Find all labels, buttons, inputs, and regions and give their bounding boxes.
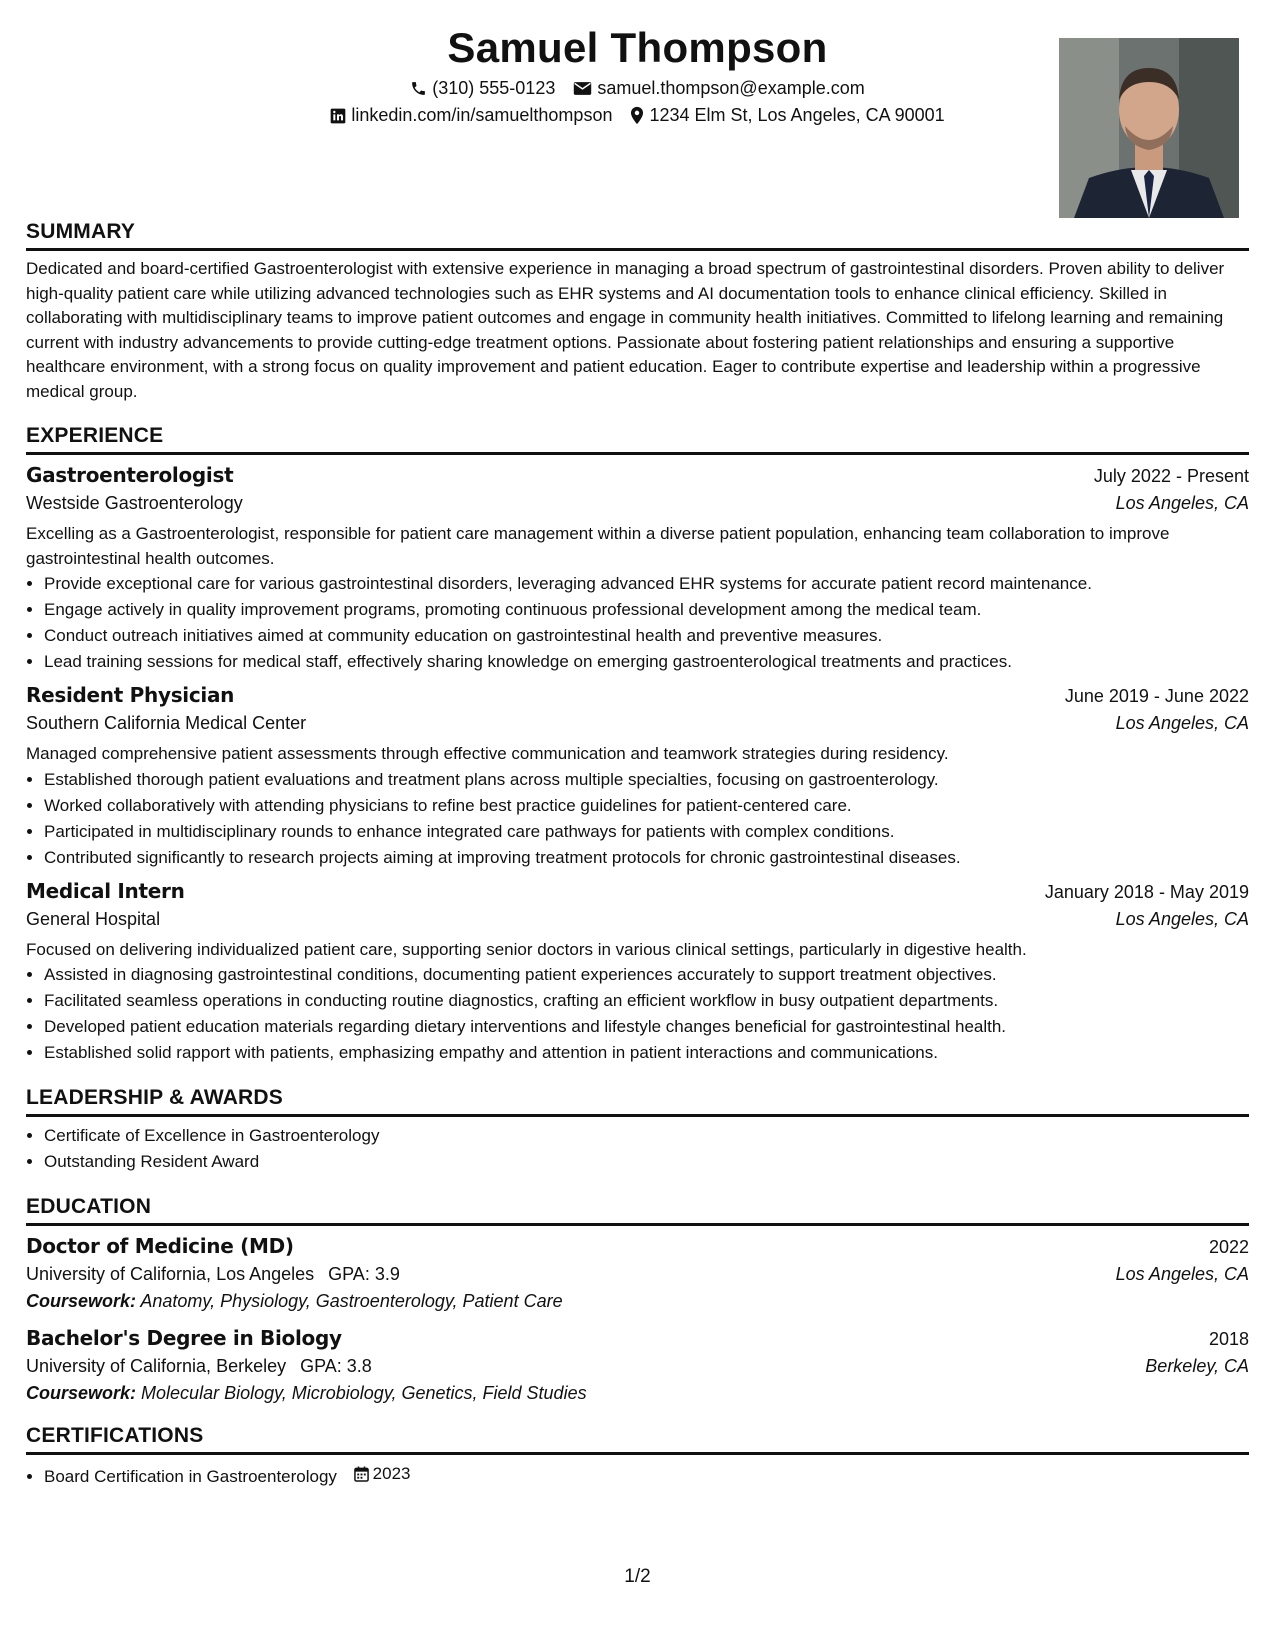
job-organization: General Hospital (26, 908, 161, 929)
job-location: Los Angeles, CA (1115, 493, 1249, 513)
map-pin-icon (630, 106, 644, 125)
envelope-icon (573, 81, 592, 96)
job-title: Resident Physician (26, 683, 235, 707)
summary-section (26, 220, 1249, 404)
degree-year: 2018 (1208, 1329, 1249, 1349)
school-name: University of California, Berkeley (26, 1356, 287, 1376)
awards-list (26, 1123, 1249, 1175)
list-item: • Engage actively in quality improvement programs, promoting continuous professional development among the medical team. (44, 597, 1249, 623)
candidate-name: Samuel Thompson (447, 24, 828, 71)
job-organization: Southern California Medical Center (26, 713, 307, 733)
contact-linkedin[interactable] (330, 105, 612, 126)
degree-title: Doctor of Medicine (MD) (26, 1234, 294, 1258)
contact-address (630, 105, 944, 126)
coursework (26, 1291, 1249, 1312)
list-item: • Provide exceptional care for various gastrointestinal disorders, leveraging advanced EHR systems for accurate patient record maintenance. (44, 571, 1249, 597)
coursework-label: Coursework: (26, 1291, 137, 1311)
coursework-label: Coursework: (26, 1383, 137, 1403)
job-location: Los Angeles, CA (1115, 908, 1249, 929)
job-location: Los Angeles, CA (1115, 713, 1249, 733)
gpa: GPA: 3.8 (300, 1356, 372, 1376)
coursework-list: Anatomy, Physiology, Gastroenterology, Patient Care (140, 1291, 563, 1311)
list-item: • Participated in multidisciplinary rounds to enhance integrated care pathways for patients with complex conditions. (44, 819, 1249, 845)
list-item: • Established solid rapport with patients, emphasizing empathy and attention in patient interactions and communications. (44, 1040, 1249, 1066)
coursework (26, 1383, 1249, 1404)
list-item: • Facilitated seamless operations in conducting routine diagnostics, crafting an efficient workflow in busy outpatient departments. (44, 988, 1249, 1014)
job-bullets (26, 571, 1249, 675)
list-item: • Established thorough patient evaluations and treatment plans across multiple specialties, focusing on gastroenterology. (44, 767, 1249, 793)
education-section (26, 1195, 1249, 1404)
summary-text: Dedicated and board-certified Gastroenterologist with extensive experience in managing a broad spectrum of gastrointestinal disorders. Proven ability to deliver high-quality patient care while utilizing advanced technologies such as EHR systems and AI documentation tools to enhance clinical efficiency. Skilled in collaborating with multidisciplinary teams to improve patient outcomes and engage in community health initiatives. Committed to lifelong learning and remaining current with industry advancements to provide cutting-edge treatment options. Passionate about fostering patient relationships and ensuring a supportive healthcare environment, with a strong focus on quality improvement and patient education. Eager to contribute expertise and leadership within a progressive medical group. (26, 259, 1225, 401)
list-item: • Developed patient education materials regarding dietary interventions and lifestyle changes beneficial for gastrointestinal health. (44, 1014, 1249, 1040)
summary-heading: SUMMARY (26, 220, 1249, 251)
email-link[interactable]: samuel.thompson@example.com (597, 78, 865, 98)
page-number: 1/2 (624, 1566, 651, 1587)
certification-date (354, 1461, 411, 1487)
degree-year: 2022 (1208, 1237, 1249, 1257)
job-bullets (26, 962, 1249, 1066)
job-description: Excelling as a Gastroenterologist, responsible for patient care management within a diverse patient population, enhancing team collaboration to improve gastrointestinal health outcomes. (26, 524, 1170, 568)
list-item: • Conduct outreach initiatives aimed at community education on gastrointestinal health and preventive measures. (44, 623, 1249, 649)
list-item: • Lead training sessions for medical staff, effectively sharing knowledge on emerging gastroenterological treatments and practices. (44, 649, 1249, 675)
school-location: Los Angeles, CA (1115, 1264, 1249, 1284)
list-item: • Assisted in diagnosing gastrointestinal conditions, documenting patient experiences accurately to support treatment objectives. (44, 962, 1249, 988)
job-organization: Westside Gastroenterology (26, 493, 243, 513)
job-entry (26, 463, 1249, 675)
experience-heading: EXPERIENCE (26, 424, 1249, 455)
list-item: • Worked collaboratively with attending physicians to refine best practice guidelines for patient-centered care. (44, 793, 1249, 819)
list-item: • Certificate of Excellence in Gastroenterology (44, 1123, 1249, 1149)
job-entry (26, 683, 1249, 871)
certification-name: Board Certification in Gastroenterology (44, 1467, 337, 1486)
list-item: • Contributed significantly to research projects aiming at improving treatment protocols for chronic gastrointestinal diseases. (44, 845, 1249, 871)
education-entry (26, 1326, 1249, 1404)
certifications-section (26, 1424, 1249, 1490)
awards-heading: LEADERSHIP & AWARDS (26, 1086, 1249, 1117)
job-dates: January 2018 - May 2019 (1044, 881, 1249, 902)
contact-email[interactable] (573, 78, 864, 99)
job-dates: July 2022 - Present (1093, 466, 1249, 486)
list-item (44, 1461, 1249, 1490)
job-description: Managed comprehensive patient assessments through effective communication and teamwork strategies during residency. (26, 744, 949, 763)
coursework-list: Molecular Biology, Microbiology, Genetics, Field Studies (141, 1383, 587, 1403)
job-description: Focused on delivering individualized patient care, supporting senior doctors in various clinical settings, particularly in digestive health. (26, 939, 1027, 959)
awards-section (26, 1086, 1249, 1175)
job-bullets (26, 767, 1249, 871)
list-item: • Outstanding Resident Award (44, 1149, 1249, 1175)
job-title: Gastroenterologist (26, 463, 234, 487)
job-entry (26, 879, 1249, 1067)
linkedin-icon (330, 108, 346, 124)
linkedin-link[interactable]: linkedin.com/in/samuelthompson (351, 105, 613, 125)
school-location: Berkeley, CA (1145, 1356, 1249, 1376)
resume-header (26, 24, 1249, 220)
certification-year: 2023 (372, 1464, 411, 1483)
certifications-heading: CERTIFICATIONS (26, 1424, 1249, 1455)
education-heading: EDUCATION (26, 1195, 1249, 1226)
gpa: GPA: 3.9 (328, 1264, 400, 1284)
education-entry (26, 1234, 1249, 1312)
job-dates: June 2019 - June 2022 (1064, 686, 1249, 706)
job-title: Medical Intern (26, 878, 185, 903)
contact-phone (410, 78, 555, 99)
phone-icon (410, 80, 427, 97)
phone-text: (310) 555-0123 (432, 78, 556, 98)
experience-section (26, 424, 1249, 1066)
school-name: University of California, Los Angeles (26, 1264, 315, 1284)
address-text: 1234 Elm St, Los Angeles, CA 90001 (649, 105, 945, 125)
resume-page (26, 18, 1249, 1490)
calendar-icon (354, 1466, 369, 1482)
certifications-list (26, 1461, 1249, 1490)
profile-photo (1059, 38, 1239, 218)
degree-title: Bachelor's Degree in Biology (26, 1326, 342, 1350)
